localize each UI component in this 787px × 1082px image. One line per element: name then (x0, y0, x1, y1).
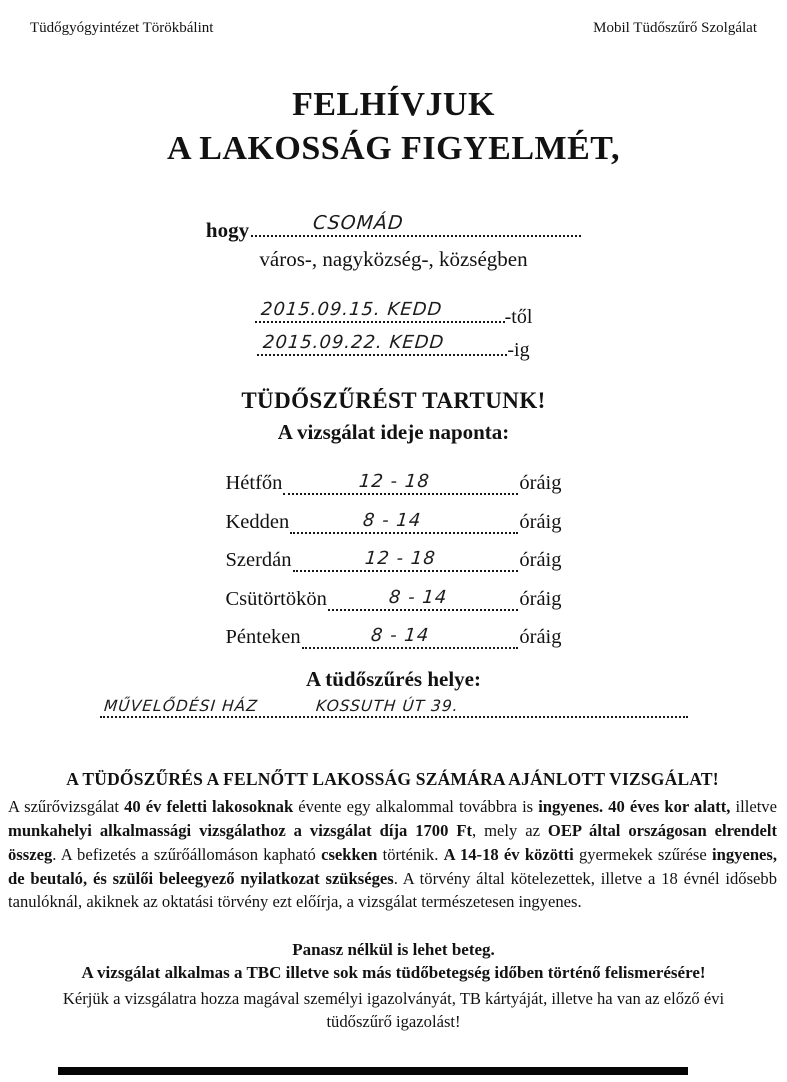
venue-address-row (0, 694, 787, 723)
time-handwritten: 12 - 18 (363, 548, 437, 570)
schedule-row-friday (226, 625, 562, 649)
place-handwritten-value: CSOMÁD (312, 212, 405, 235)
day-label: Kedden (225, 510, 290, 533)
header-service-name: Mobil Tüdőszűrő Szolgálat (593, 20, 757, 36)
schedule-row-wednesday (226, 548, 562, 572)
hours-suffix: óráig (519, 472, 562, 495)
info-heading: A TÜDŐSZŰRÉS A FELNŐTT LAKOSSÁG SZÁMÁRA AJÁNLOTT VIZSGÁLAT! (66, 769, 719, 790)
header-institute-name: Tüdőgyógyintézet Törökbálint (30, 20, 214, 36)
scan-artifact-bar (58, 1067, 688, 1075)
schedule-row-monday (226, 471, 562, 495)
schedule-row-tuesday (226, 510, 562, 534)
venue-address-handwritten (103, 697, 675, 715)
day-label: Csütörtökön (225, 587, 327, 610)
venue-address-part1: MŰVELŐDÉSI HÁZ (102, 697, 259, 716)
footer-line-2: A vizsgálat alkalmas a TBC illetve sok más tüdőbetegség időben történő felismerésére! (81, 962, 706, 982)
footer-section (0, 940, 787, 1033)
hours-suffix: óráig (519, 510, 562, 533)
time-dotted-line (283, 471, 518, 495)
page-title (0, 83, 787, 171)
date-from-handwritten: 2015.09.15. KEDD (259, 299, 443, 321)
day-label: Hétfőn (225, 472, 283, 495)
time-dotted-line (290, 510, 518, 534)
place-subtitle: város-, nagyközség-, községben (259, 247, 528, 272)
footer-line-3: Kérjük a vizsgálatra hozza magával személyi igazolványát, TB kártyáját, illetve ha van az előző évi tüdőszűrő igazolást! (62, 988, 725, 1032)
time-dotted-line (293, 548, 519, 572)
time-dotted-line (302, 625, 519, 649)
date-from-dotted-line (255, 298, 505, 323)
hours-suffix: óráig (519, 587, 562, 610)
document-header (0, 0, 787, 37)
footer-line-1: Panasz nélkül is lehet beteg. (292, 939, 495, 959)
date-from-row (0, 298, 787, 329)
date-to-dotted-line (257, 331, 507, 356)
schedule-row-thursday (226, 587, 562, 611)
time-handwritten: 8 - 14 (362, 509, 423, 531)
day-label: Szerdán (225, 549, 292, 572)
date-from-suffix: -től (504, 306, 533, 329)
date-to-suffix: -ig (507, 339, 530, 362)
announcement-line-2: A vizsgálat ideje naponta: (277, 420, 510, 445)
date-to-row (0, 331, 787, 362)
information-section (0, 769, 787, 914)
title-line-2: A LAKOSSÁG FIGYELMÉT, (167, 130, 620, 168)
time-handwritten: 8 - 14 (370, 625, 431, 647)
day-label: Pénteken (225, 626, 301, 649)
hogy-label: hogy (205, 218, 250, 243)
date-range-block (0, 298, 787, 362)
screening-announcement (0, 388, 787, 445)
title-line-1: FELHÍVJUK (292, 86, 495, 123)
place-fill-in-row (0, 211, 787, 243)
venue-address-part2: KOSSUTH ÚT 39. (314, 697, 460, 716)
hours-suffix: óráig (519, 626, 562, 649)
venue-heading: A tüdőszűrés helye: (306, 667, 481, 692)
venue-dotted-line (100, 694, 688, 718)
weekly-schedule (226, 471, 562, 649)
time-handwritten: 8 - 14 (387, 586, 449, 608)
time-dotted-line (328, 587, 519, 611)
date-to-handwritten: 2015.09.22. KEDD (262, 332, 446, 354)
place-dotted-line (251, 211, 581, 237)
time-handwritten: 12 - 18 (357, 471, 431, 493)
hours-suffix: óráig (519, 549, 562, 572)
announcement-line-1: TÜDŐSZŰRÉST TARTUNK! (241, 388, 546, 414)
info-paragraph: A szűrővizsgálat 40 év feletti lakosoknak évente egy alkalommal továbbra is ingyenes. 40 éves kor alatt, illetve munkahelyi alkalmassági vizsgálathoz a vizsgálat díja 1700 Ft, mely az OEP által országosan elrendelt összeg. A befizetés a szűrőállomáson kapható csekken történik. A 14-18 év közötti gyermekek szűrése ingyenes, de beutaló, és szülői beleegyező nyilatkozat szükséges. A törvény által kötelezettek, illetve a 18 évnél idősebb tanulóknál, akiknek az oktatási törvény ezt előírja, a vizsgálat természetesen ingyenes. (8, 797, 778, 912)
